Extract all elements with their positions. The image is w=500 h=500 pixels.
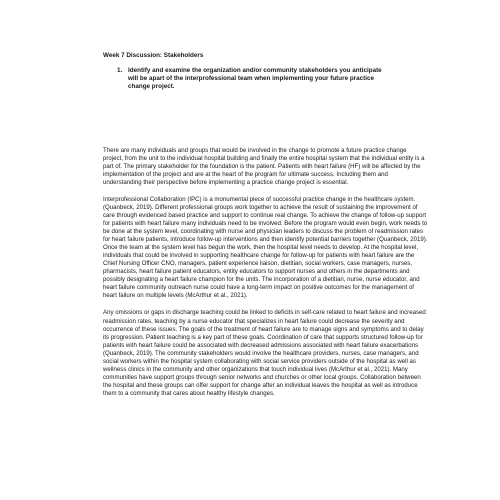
discussion-question — [117, 67, 428, 92]
document-body — [103, 147, 428, 398]
question-number: 1. — [117, 67, 123, 74]
question-text: Identify and examine the organization and/or community stakeholders you anticipate will be apart of the interprofessional team when implementing your future practice change project. — [128, 67, 382, 91]
paragraph-discharge: Any omissions or gaps in discharge teaching could be linked to deficits in self-care related to heart failure and increased readmission rates, teaching by a nurse educator that specializes in heart failure could decrease the severity and occurrence of these issues. The goals of the treatment of heart failure are to manage signs and symptoms and to delay its progression. Patient teaching is a key part of these goals. Coordination of care that supports structured follow-up for patients with heart failure could be associated with decreased admissions associated with heart failure exacerbations (Quanbeck, 2019). The community stakeholders would involve the healthcare providers, nurses, case managers, and social workers within the hospital system collaborating with social service providers outside of the hospital as well as wellness clinics in the community and other organizations that touch individual lives (McArthur et al., 2021). Many communities have support groups through senior networks and churches or other local groups. Collaboration between the hospital and these groups can offer support for change after an individual leaves the hospital as well as introduce them to a community that cares about healthy lifestyle changes. — [103, 309, 426, 397]
document-title: Week 7 Discussion: Stakeholders — [103, 52, 204, 59]
paragraph-intro: There are many individuals and groups that would be involved in the change to promote a future practice change project, from the unit to the individual hospital building and finally the entire hospital system that the individual entity is a part of. The primary stakeholder for the foundation is the patient. Patients with heart failure (HF) will be affected by the implementation of the project and are at the heart of the program for ultimate success. Including them and understanding their perspective before implementing a practice change project is essential. — [103, 146, 425, 186]
paragraph-ipc: Interprofessional Collaboration (IPC) is a monumental piece of successful practice change in the healthcare system. (Quanbeck, 2019). Different professional groups work together to achieve the result of sustaining the improvement of care through evidenced based practice and support to continue real change. To achieve the change of follow-up support for patients with heart failure many individuals need to be involved. Before the program would even begin, work needs to be done at the system level, coordinating with nurse and physician leaders to discuss the problem of readmission rates for heart failure patients, introduce follow-up interventions and then identify potential barriers together (Quanbeck, 2019). Once the team at the system level has begun the work, then the hospital level needs to develop. At the hospital level, individuals that could be involved in supporting healthcare change for follow-up for patients with heart failure are the Chief Nursing Officer CNO, managers, patient experience liaison, dietitian, social workers, case managers, nurses, pharmacists, heart failure patient educators, entity educators to support nurses and others in the departments and possibly designating a heart failure champion for the units. The incorporation of a dietitian, nurse, nurse educator, and heart failure community outreach nurse could have a long-term impact on positive outcomes for the management of heart failure on multiple levels (McArthur et al., 2021). — [103, 195, 428, 300]
